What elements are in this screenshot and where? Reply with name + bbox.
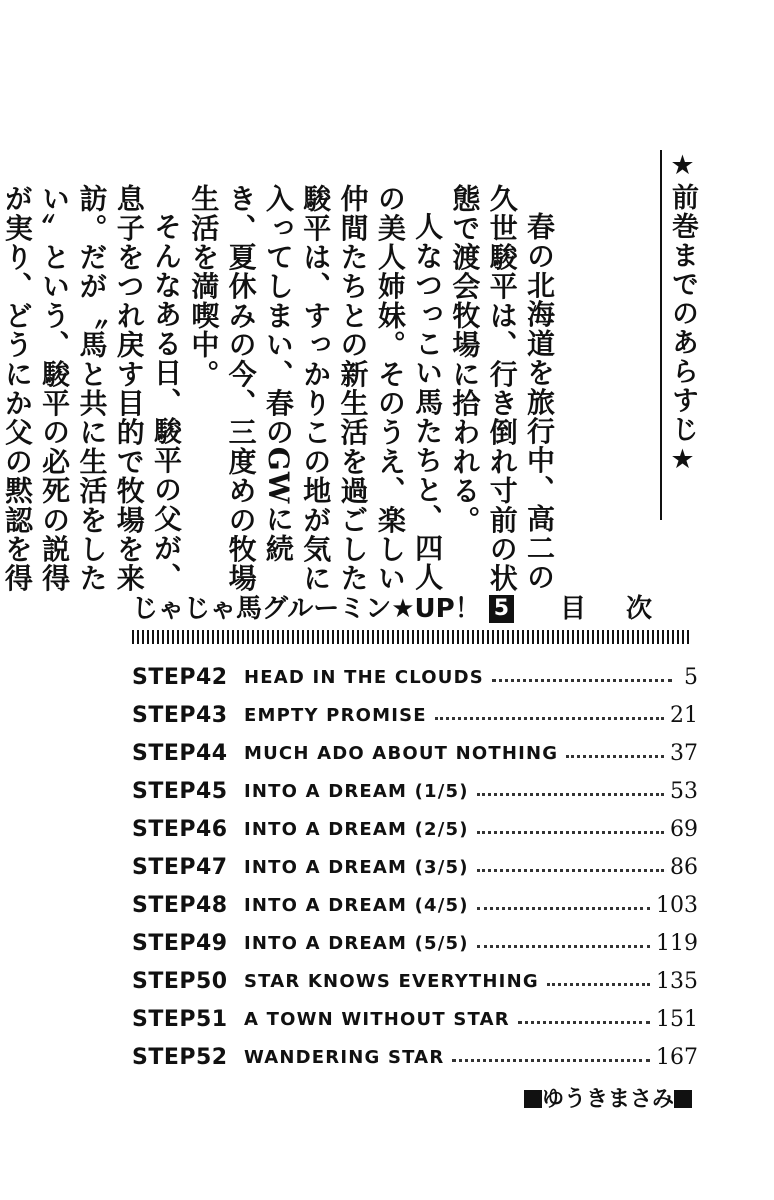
square-bullet-icon <box>674 1090 692 1108</box>
toc-chapter-title: INTO A DREAM (5/5) <box>244 933 469 954</box>
toc-entry <box>132 804 698 842</box>
synopsis-paragraph: そんなある日、駿平の父が、息子をつれ戻す目的で牧場を来訪。だが〝馬と共に生活をしたい〟という、駿平の必死の説得が実り、どうにか父の黙認を得 <box>0 184 184 593</box>
toc-leader-dots <box>477 793 664 796</box>
toc-page-number: 103 <box>656 893 698 918</box>
toc-page-number: 167 <box>656 1045 698 1070</box>
toc-entry <box>132 728 698 766</box>
toc-chapter-title: A TOWN WITHOUT STAR <box>244 1009 510 1030</box>
toc-leader-dots <box>518 1021 650 1024</box>
toc-entry <box>132 652 698 690</box>
toc-step-label: STEP49 <box>132 931 228 956</box>
toc-step-label: STEP48 <box>132 893 228 918</box>
toc-list <box>132 652 698 1070</box>
toc-leader-dots <box>492 679 672 682</box>
toc-leader-dots <box>452 1059 650 1062</box>
toc-step-label: STEP44 <box>132 741 228 766</box>
toc-chapter-title: MUCH ADO ABOUT NOTHING <box>244 743 559 764</box>
author-credit <box>524 1082 692 1113</box>
toc-step-label: STEP50 <box>132 969 228 994</box>
toc-stripe-divider <box>132 630 692 644</box>
synopsis-paragraph: 春の北海道を旅行中、高二の久世駿平は、行き倒れ寸前の状態で渡会牧場に拾われる。 <box>448 184 556 593</box>
synopsis-title: ★前巻までのあらすじ★ <box>667 150 698 477</box>
toc-entry <box>132 842 698 880</box>
author-name: ゆうきまさみ <box>541 1087 674 1112</box>
toc-page-number: 53 <box>670 779 698 804</box>
toc-page-number: 135 <box>656 969 698 994</box>
toc-leader-dots <box>477 869 664 872</box>
toc-chapter-title: INTO A DREAM (1/5) <box>244 781 469 802</box>
toc-leader-dots <box>477 831 664 834</box>
toc-chapter-title: INTO A DREAM (2/5) <box>244 819 469 840</box>
toc-leader-dots <box>477 907 650 910</box>
toc-step-label: STEP46 <box>132 817 228 842</box>
toc-step-label: STEP45 <box>132 779 228 804</box>
square-bullet-icon <box>524 1090 542 1108</box>
toc-page-number: 37 <box>670 741 698 766</box>
synopsis-section <box>0 92 682 593</box>
series-title <box>132 588 514 625</box>
toc-page-number: 151 <box>656 1007 698 1032</box>
series-title-text: じゃじゃ馬グルーミン★UP！ <box>132 594 481 624</box>
toc-leader-dots <box>435 717 664 720</box>
toc-entry <box>132 994 698 1032</box>
toc-step-label: STEP43 <box>132 703 228 728</box>
volume-badge: 5 <box>489 595 514 623</box>
toc-heading: 目次 <box>559 594 692 624</box>
toc-leader-dots <box>566 755 664 758</box>
toc-chapter-title: STAR KNOWS EVERYTHING <box>244 971 539 992</box>
toc-chapter-title: INTO A DREAM (3/5) <box>244 857 469 878</box>
toc-chapter-title: WANDERING STAR <box>244 1047 445 1068</box>
toc-step-label: STEP51 <box>132 1007 228 1032</box>
toc-leader-dots <box>547 983 650 986</box>
toc-page-number: 119 <box>656 931 698 956</box>
toc-step-label: STEP42 <box>132 665 228 690</box>
toc-page-number: 5 <box>684 665 698 690</box>
toc-entry <box>132 690 698 728</box>
toc-chapter-title: HEAD IN THE CLOUDS <box>244 667 484 688</box>
toc-leader-dots <box>477 945 650 948</box>
toc-entry <box>132 918 698 956</box>
toc-page-number: 21 <box>670 703 698 728</box>
toc-step-label: STEP47 <box>132 855 228 880</box>
synopsis-divider <box>660 150 662 520</box>
synopsis-body <box>0 184 558 614</box>
synopsis-paragraph: 人なつっこい馬たちと、四人の美人姉妹。そのうえ、楽しい仲間たちとの新生活を過ごした駿平は、すっかりこの地が気に入ってしまい、春のGWに続き、夏休みの今、三度めの牧場生活を満喫中。 <box>187 184 445 593</box>
toc-entry <box>132 880 698 918</box>
toc-page-number: 86 <box>670 855 698 880</box>
toc-entry <box>132 1032 698 1070</box>
toc-entry <box>132 766 698 804</box>
toc-step-label: STEP52 <box>132 1045 228 1070</box>
toc-page-number: 69 <box>670 817 698 842</box>
toc-entry <box>132 956 698 994</box>
toc-chapter-title: EMPTY PROMISE <box>244 705 427 726</box>
toc-header <box>132 588 692 628</box>
toc-chapter-title: INTO A DREAM (4/5) <box>244 895 469 916</box>
